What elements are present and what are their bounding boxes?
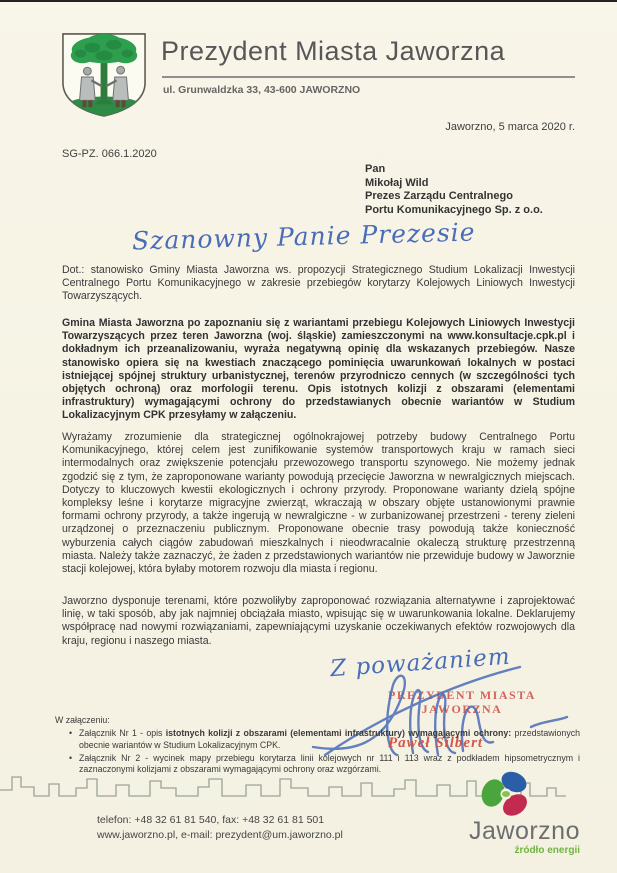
jaworzno-coat-of-arms-icon — [55, 32, 153, 118]
attachment-text — [79, 728, 580, 751]
attachment-text-post: przedstawionych obecnie wariantów w Studium Lokalizacyjnym CPK. — [79, 728, 581, 750]
reference-number: SG-PZ. 066.1.2020 — [62, 148, 157, 160]
bullet-icon: • — [69, 728, 73, 739]
header-address: ul. Grunwaldzka 33, 43-600 JAWORZNO — [163, 84, 361, 96]
scan-edge-line — [0, 0, 617, 2]
footer-contact — [97, 813, 343, 843]
attachments-heading: W załączeniu: — [55, 715, 110, 725]
recipient-line: Pan — [365, 163, 386, 175]
recipient-line: Mikołaj Wild — [365, 176, 429, 189]
attachment-text-pre: Załącznik Nr 1 - opis — [79, 728, 166, 739]
recipient-block — [365, 163, 543, 217]
logo-name: Jaworzno — [469, 817, 580, 845]
jaworzno-swirl-logo-icon — [476, 765, 536, 825]
attachment-text-bold: istotnych kolizji z obszarami (elementami infrastruktury) wymagającymi ochrony: — [165, 728, 512, 739]
stamp-line-2: JAWORZNA — [421, 702, 503, 716]
attachment-item-1 — [55, 728, 580, 751]
recipient-line: Portu Komunikacyjnego Sp. z o.o. — [365, 203, 543, 216]
page-title: Prezydent Miasta Jaworzna — [161, 36, 506, 66]
handwritten-greeting: Szanowny Panie Prezesie — [131, 217, 476, 256]
footer-contact-line-2: www.jaworzno.pl, e-mail: prezydent@um.jaworzno.pl — [97, 829, 343, 841]
subject-paragraph: Dot.: stanowisko Gminy Miasta Jaworzna ws. propozycji Strategicznego Studium Lokalizacji Inwestycji Centralnego Portu Komunikacyjnego w zakresie przebiegów korytarzy Kolejowych Liniowych Inwestycji Towarzyszących. — [62, 264, 575, 303]
recipient-line: Prezes Zarządu Centralnego — [365, 190, 513, 202]
stamp-line-1: PREZYDENT MIASTA — [388, 688, 536, 702]
bullet-icon: • — [69, 752, 73, 763]
signer-name: Paweł Silbert — [388, 735, 484, 751]
body-paragraph-2: Wyrażamy zrozumienie dla strategicznej ogólnokrajowej potrzeby budowy Centralnego Portu Komunikacyjnego, której celem jest zunifikowanie systemów transportowych kraju w ramach sieci intermodalnych oraz zwiększenie potencjału przewozowego transportu szynowego. Nie możemy jednak zgodzić się z tym, że zaproponowane warianty powodują przecięcie Jaworzna w newralgicznych miejscach. Dotyczy to kluczowych kwestii ekologicznych i ochrony przyrody. Proponowane warianty dzielą spójne kompleksy leśne i korytarze migracyjne zwierząt, wkraczają w obszary objęte ustanowionymi prawnie formami ochrony przyrody, a także ingerują w newralgiczne - w zurbanizowanej przestrzeni - tereny zieleni urządzonej o przeznaczeniu publicznym. Proponowane obecnie trasy powodują także konieczność wyburzenia całych ciągów zabudowań mieszkalnych i nieodwracalnie okaleczą strukturę przestrzenną miasta. Należy także zaznaczyć, że żaden z przedstawionych wariantów nie przewiduje budowy w Jaworznie stacji kolejowej, która byłaby motorem rozwoju dla miasta i regionu. — [62, 431, 575, 576]
valediction-handwritten: Z poważaniem — [329, 643, 512, 683]
body-paragraph-3: Jaworzno dysponuje terenami, które pozwoliłyby zaproponować rozwiązania alternatywne i zaprojektować linię, w taki sposób, aby jak najmniej obciążała miasto, wpisując się w uwarunkowania lokalne. Deklarujemy współpracę nad nowymi rozwiązaniami, zapewniającymi uzyskanie oczekiwanych efektów rozwojowych dla kraju, regionu i naszego miasta. — [62, 595, 575, 647]
logo-tagline: źródło energii — [514, 845, 580, 856]
body-paragraph-1: Gmina Miasta Jaworzna po zapoznaniu się z wariantami przebiegu Kolejowych Liniowych Inwestycji Towarzyszących przez teren Jaworzna (woj. śląskie) zamieszczonymi na www.konsultacje.cpk.pl i dokładnym ich przeanalizowaniu, wyraża negatywną opinię dla wskazanych przebiegów. Nasze stanowisko opiera się na kwestiach znaczącego pominięcia uwarunkowań lokalnych w postaci istniejącej spójnej struktury urbanistycznej, terenów przyrodniczo cennych (w szczególności tych objętych ochroną) oraz morfologii terenu. Opis istotnych kolizji z obszarami (elementami infrastruktury) wymagającymi ochrony do przedstawianych obecnie wariantów w Studium Lokalizacyjnym CPK przesyłamy w załączeniu. — [62, 317, 575, 422]
jaworzno-city-logo — [452, 765, 582, 855]
letter-date: Jaworzno, 5 marca 2020 r. — [445, 121, 575, 133]
header-divider — [162, 76, 575, 78]
footer-contact-line-1: telefon: +48 32 61 81 540, fax: +48 32 61 81 501 — [97, 814, 325, 826]
attachment-text: Załącznik Nr 2 - wycinek mapy przebiegu korytarza linii kolejowych nr 111 i 113 wraz z podkładem hipsometrycznym i zaznaczonymi kolizjami z obszarami wymagającymi ochrony oraz wzgórzami. — [79, 752, 580, 775]
